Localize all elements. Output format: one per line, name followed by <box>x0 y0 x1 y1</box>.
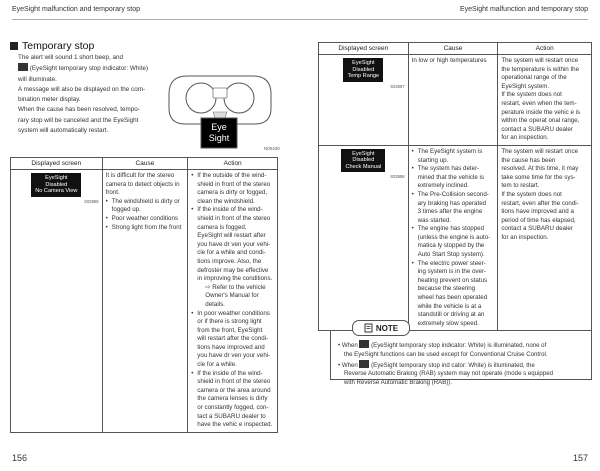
header-rule <box>12 19 588 20</box>
display-cell <box>319 55 409 146</box>
note-item: • When (EyeSight temporary stop indicator: White) is illuminated, none of <box>338 342 547 349</box>
owners-manual-reference: ⇨ Refer to the vehicle Owner's Manual for details. <box>205 283 266 308</box>
cause-cell: In low or high temperatures <box>408 55 498 146</box>
action-cell <box>188 170 278 433</box>
cause-bullet: • The engine has stopped (unless the engine is auto- matica ly stopped by the Auto Start Stop system). <box>412 225 495 259</box>
cause-cell: It is difficult for the stereo camera to detect objects in front. • The windshield is dirty or fogged up. • Poor weather conditions • Strong light from the front <box>102 170 188 433</box>
eyesight-stop-indicator-icon <box>359 360 369 368</box>
left-table <box>10 157 278 433</box>
cause-bullet: • The windshield is dirty or fogged up. <box>106 198 185 215</box>
intro-line: rary stop will be canceled and the EyeSight <box>18 116 139 124</box>
intro-paragraph <box>18 53 152 136</box>
note-header <box>352 320 410 336</box>
intro-line: bination meter display. <box>18 96 81 104</box>
action-bullet: • If the inside of the wind- shield in front of the stereo camera is fogged, EyeSight will restart after you have dr ven your vehi- cle for a while and condi- tions improve. Also, the defroster may be effective in improving the conditions. ⇨ Refer to the vehicle Owner's Manual for details. <box>191 206 274 309</box>
section-square-icon <box>10 42 18 50</box>
action-bullet: • If the outside of the wind- shield in front of the stereo camera is dirty or fogged, clean the windshield. <box>191 172 274 206</box>
display-screen-temp-range: EyeSight Disabled Temp Range <box>343 58 383 82</box>
action-cell: The system will restart once the temperature is within the operational range of the EyeSight system. If the system does not restart, even when the tem- perature inside the vehic e is within the operat onal range, contact a SUBARU dealer for an inspection. <box>498 55 592 146</box>
action-bullet: • If the inside of the wind- shield in front of the stereo camera or the area around the camera lenses is dirty or constantly fogged, con- tact a SUBARU dealer to have the vehic e inspected. <box>191 370 274 430</box>
note-item-continuation: Reverse Automatic Braking (RAB) system may not operate (mode s equipped <box>344 370 553 378</box>
header-cause: Cause <box>408 43 498 55</box>
note-item-continuation: with Reverse Automatic Braking (RAB)). <box>344 379 453 387</box>
header-displayed-screen: Displayed screen <box>319 43 409 55</box>
header-action: Action <box>188 158 278 170</box>
display-screen-no-camera-view: EyeSight Disabled No Camera View <box>31 173 81 197</box>
cause-bullet: • The EyeSight system is starting up. <box>412 148 495 165</box>
display-cell <box>11 170 103 433</box>
cause-cell <box>408 145 498 330</box>
section-title-text: Temporary stop <box>22 40 95 52</box>
note-icon <box>364 323 373 333</box>
cause-bullet: • Poor weather conditions <box>106 215 185 224</box>
meter-screen-line2: Sight <box>208 133 230 143</box>
figure-id: N00430 <box>264 146 280 151</box>
note-body <box>338 340 586 388</box>
action-bullet: • In poor weather conditions or if there is strong light from the front, EyeSight will restart after the condi- tions have improved and you have dr ven your vehi- cle for a while. <box>191 310 274 370</box>
page-number-left: 156 <box>12 453 28 463</box>
page-number-right: 157 <box>572 453 588 463</box>
intro-line: The alert will sound 1 short beep, and <box>18 54 124 61</box>
intro-line-with-icon: (EyeSight temporary stop indicator: White) <box>18 63 152 74</box>
action-cell: The system will restart once the cause has been resolved. At this time, it may take some time for the sys- tem to restart. If the system does not restart, even after the condi- tions have improved and a period of time has elapsed, contact a SUBARU dealer for an inspection. <box>498 145 592 330</box>
display-screen-check-manual: EyeSight Disabled Check Manual <box>341 149 385 173</box>
cause-bullet: • The electric power steer- ing system is in the over- heating prevent on status because the steering wheel has been operated while the vehicle is at a standstill or driving at an extremely slow speed. <box>412 260 495 329</box>
eyesight-stop-indicator-icon <box>359 340 369 348</box>
page-header-left: EyeSight malfunction and temporary stop <box>12 6 141 13</box>
display-code: S02888 <box>390 174 405 180</box>
header-action: Action <box>498 43 592 55</box>
cause-bullet: • The Pre-Collision second- ary braking has operated 3 times after the engine was started. <box>412 191 495 225</box>
intro-line: system will automatically restart. <box>18 127 109 135</box>
right-table <box>318 42 592 331</box>
intro-line: will illuminate. <box>18 75 57 83</box>
eyesight-stop-indicator-icon <box>18 63 28 71</box>
section-title <box>10 40 94 52</box>
header-displayed-screen: Displayed screen <box>11 158 103 170</box>
header-cause: Cause <box>102 158 188 170</box>
cause-bullet: • The system has deter- mined that the vehicle is extremely inclined. <box>412 165 495 191</box>
note-item-continuation: the EyeSight functions can be used except for Conventional Cruise Control. <box>344 350 548 358</box>
combination-meter-illustration <box>163 68 277 150</box>
cause-bullet: • Strong light from the front <box>106 224 185 233</box>
page-header-right: EyeSight malfunction and temporary stop <box>459 6 588 13</box>
intro-line: A message will also be displayed on the com- <box>18 85 146 93</box>
note-item: • When (EyeSight temporary stop ind cator: White) is illuminated, the <box>338 361 535 369</box>
note-title: NOTE <box>375 323 399 333</box>
display-cell <box>319 145 409 330</box>
display-code: S02887 <box>390 83 405 89</box>
display-code: S02886 <box>84 198 99 204</box>
intro-line: When the cause has been resolved, tempo- <box>18 106 140 114</box>
meter-screen-line1: Eye <box>211 122 227 132</box>
